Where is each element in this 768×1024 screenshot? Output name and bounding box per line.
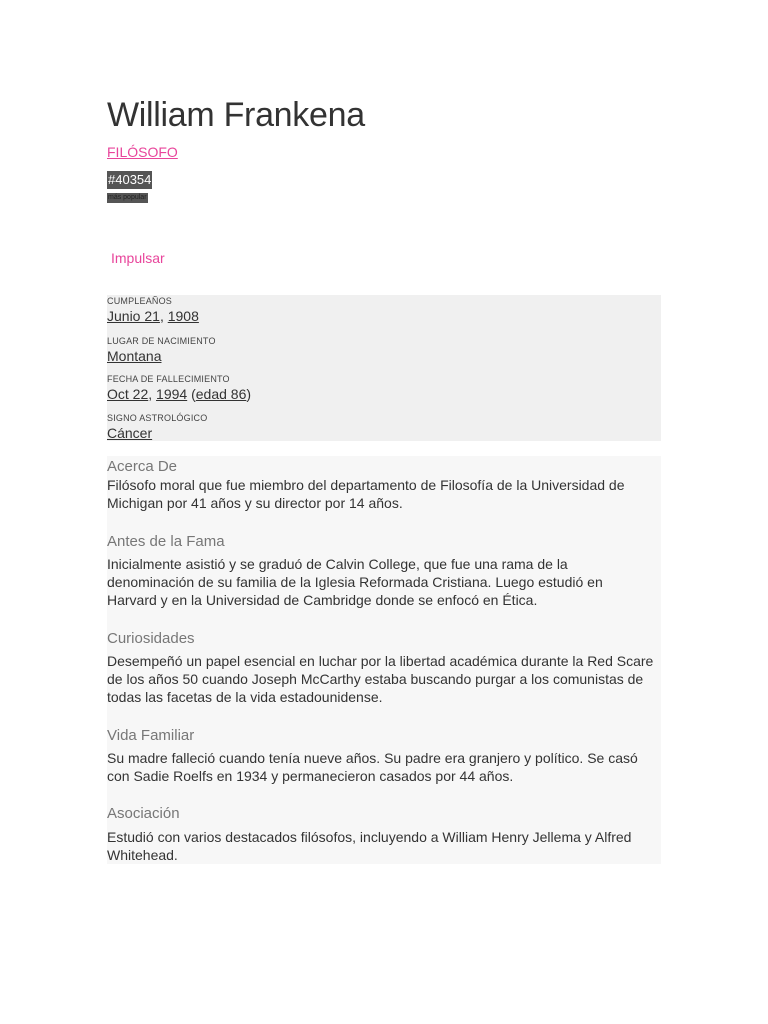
age-open-paren: ( — [187, 386, 196, 402]
popularity-rank-badge: #40354 — [108, 172, 152, 187]
popularity-caption: más popular — [108, 194, 147, 201]
birthplace-value — [107, 348, 161, 364]
age-at-death-link[interactable]: edad 86 — [195, 386, 247, 402]
zodiac-link[interactable]: Cáncer — [107, 425, 153, 441]
death-year-link[interactable]: 1994 — [156, 386, 188, 402]
facts-panel — [107, 295, 661, 441]
about-text: Filósofo moral que fue miembro del departamento de Filosofía de la Universidad de Michigan por 41 años y su director por 14 años. — [107, 477, 625, 511]
birthday-label: CUMPLEAÑOS — [107, 296, 173, 306]
trivia-text: Desempeñó un papel esencial en luchar por la libertad académica durante la Red Scare de los años 50 cuando Joseph McCarthy estaba buscando purgar a los comunistas de todas las facetas de la vida estadounidense. — [107, 653, 654, 705]
death-date-label: FECHA DE FALLECIMIENTO — [107, 374, 230, 384]
birthday-date-link[interactable]: Junio 21 — [107, 308, 160, 324]
death-date-link[interactable]: Oct 22 — [107, 386, 149, 402]
associated-title: Asociación — [107, 805, 180, 822]
profile-name: William Frankena — [107, 96, 365, 134]
age-close-paren: ) — [246, 386, 252, 402]
zodiac-label: SIGNO ASTROLÓGICO — [107, 413, 208, 423]
birthplace-link[interactable]: Montana — [107, 348, 162, 364]
about-title: Acerca De — [107, 458, 178, 475]
family-text: Su madre falleció cuando tenía nueve años. Su padre era granjero y político. Se casó con Sadie Roelfs en 1934 y permanecieron casados por 44 años. — [107, 750, 638, 784]
family-title: Vida Familiar — [107, 727, 195, 744]
birth-year-link[interactable]: 1908 — [167, 308, 199, 324]
before-fame-title: Antes de la Fama — [107, 533, 225, 550]
profession-link[interactable]: FILÓSOFO — [107, 144, 178, 160]
birthplace-label: LUGAR DE NACIMIENTO — [107, 336, 216, 346]
death-separator: , — [148, 386, 157, 402]
boost-button[interactable]: Impulsar — [111, 250, 165, 266]
associated-text: Estudió con varios destacados filósofos, incluyendo a William Henry Jellema y Alfred Whitehead. — [107, 829, 632, 863]
zodiac-value — [107, 425, 152, 441]
birthday-value — [107, 308, 199, 324]
trivia-title: Curiosidades — [107, 630, 195, 647]
before-fame-text: Inicialmente asistió y se graduó de Calvin College, que fue una rama de la denominación de su familia de la Iglesia Reformada Cristiana. Luego estudió en Harvard y en la Universidad de Cambridge donde se enfocó en Ética. — [107, 556, 603, 608]
bio-panel — [107, 456, 661, 864]
death-date-value — [107, 386, 251, 402]
birthday-separator: , — [159, 308, 168, 324]
